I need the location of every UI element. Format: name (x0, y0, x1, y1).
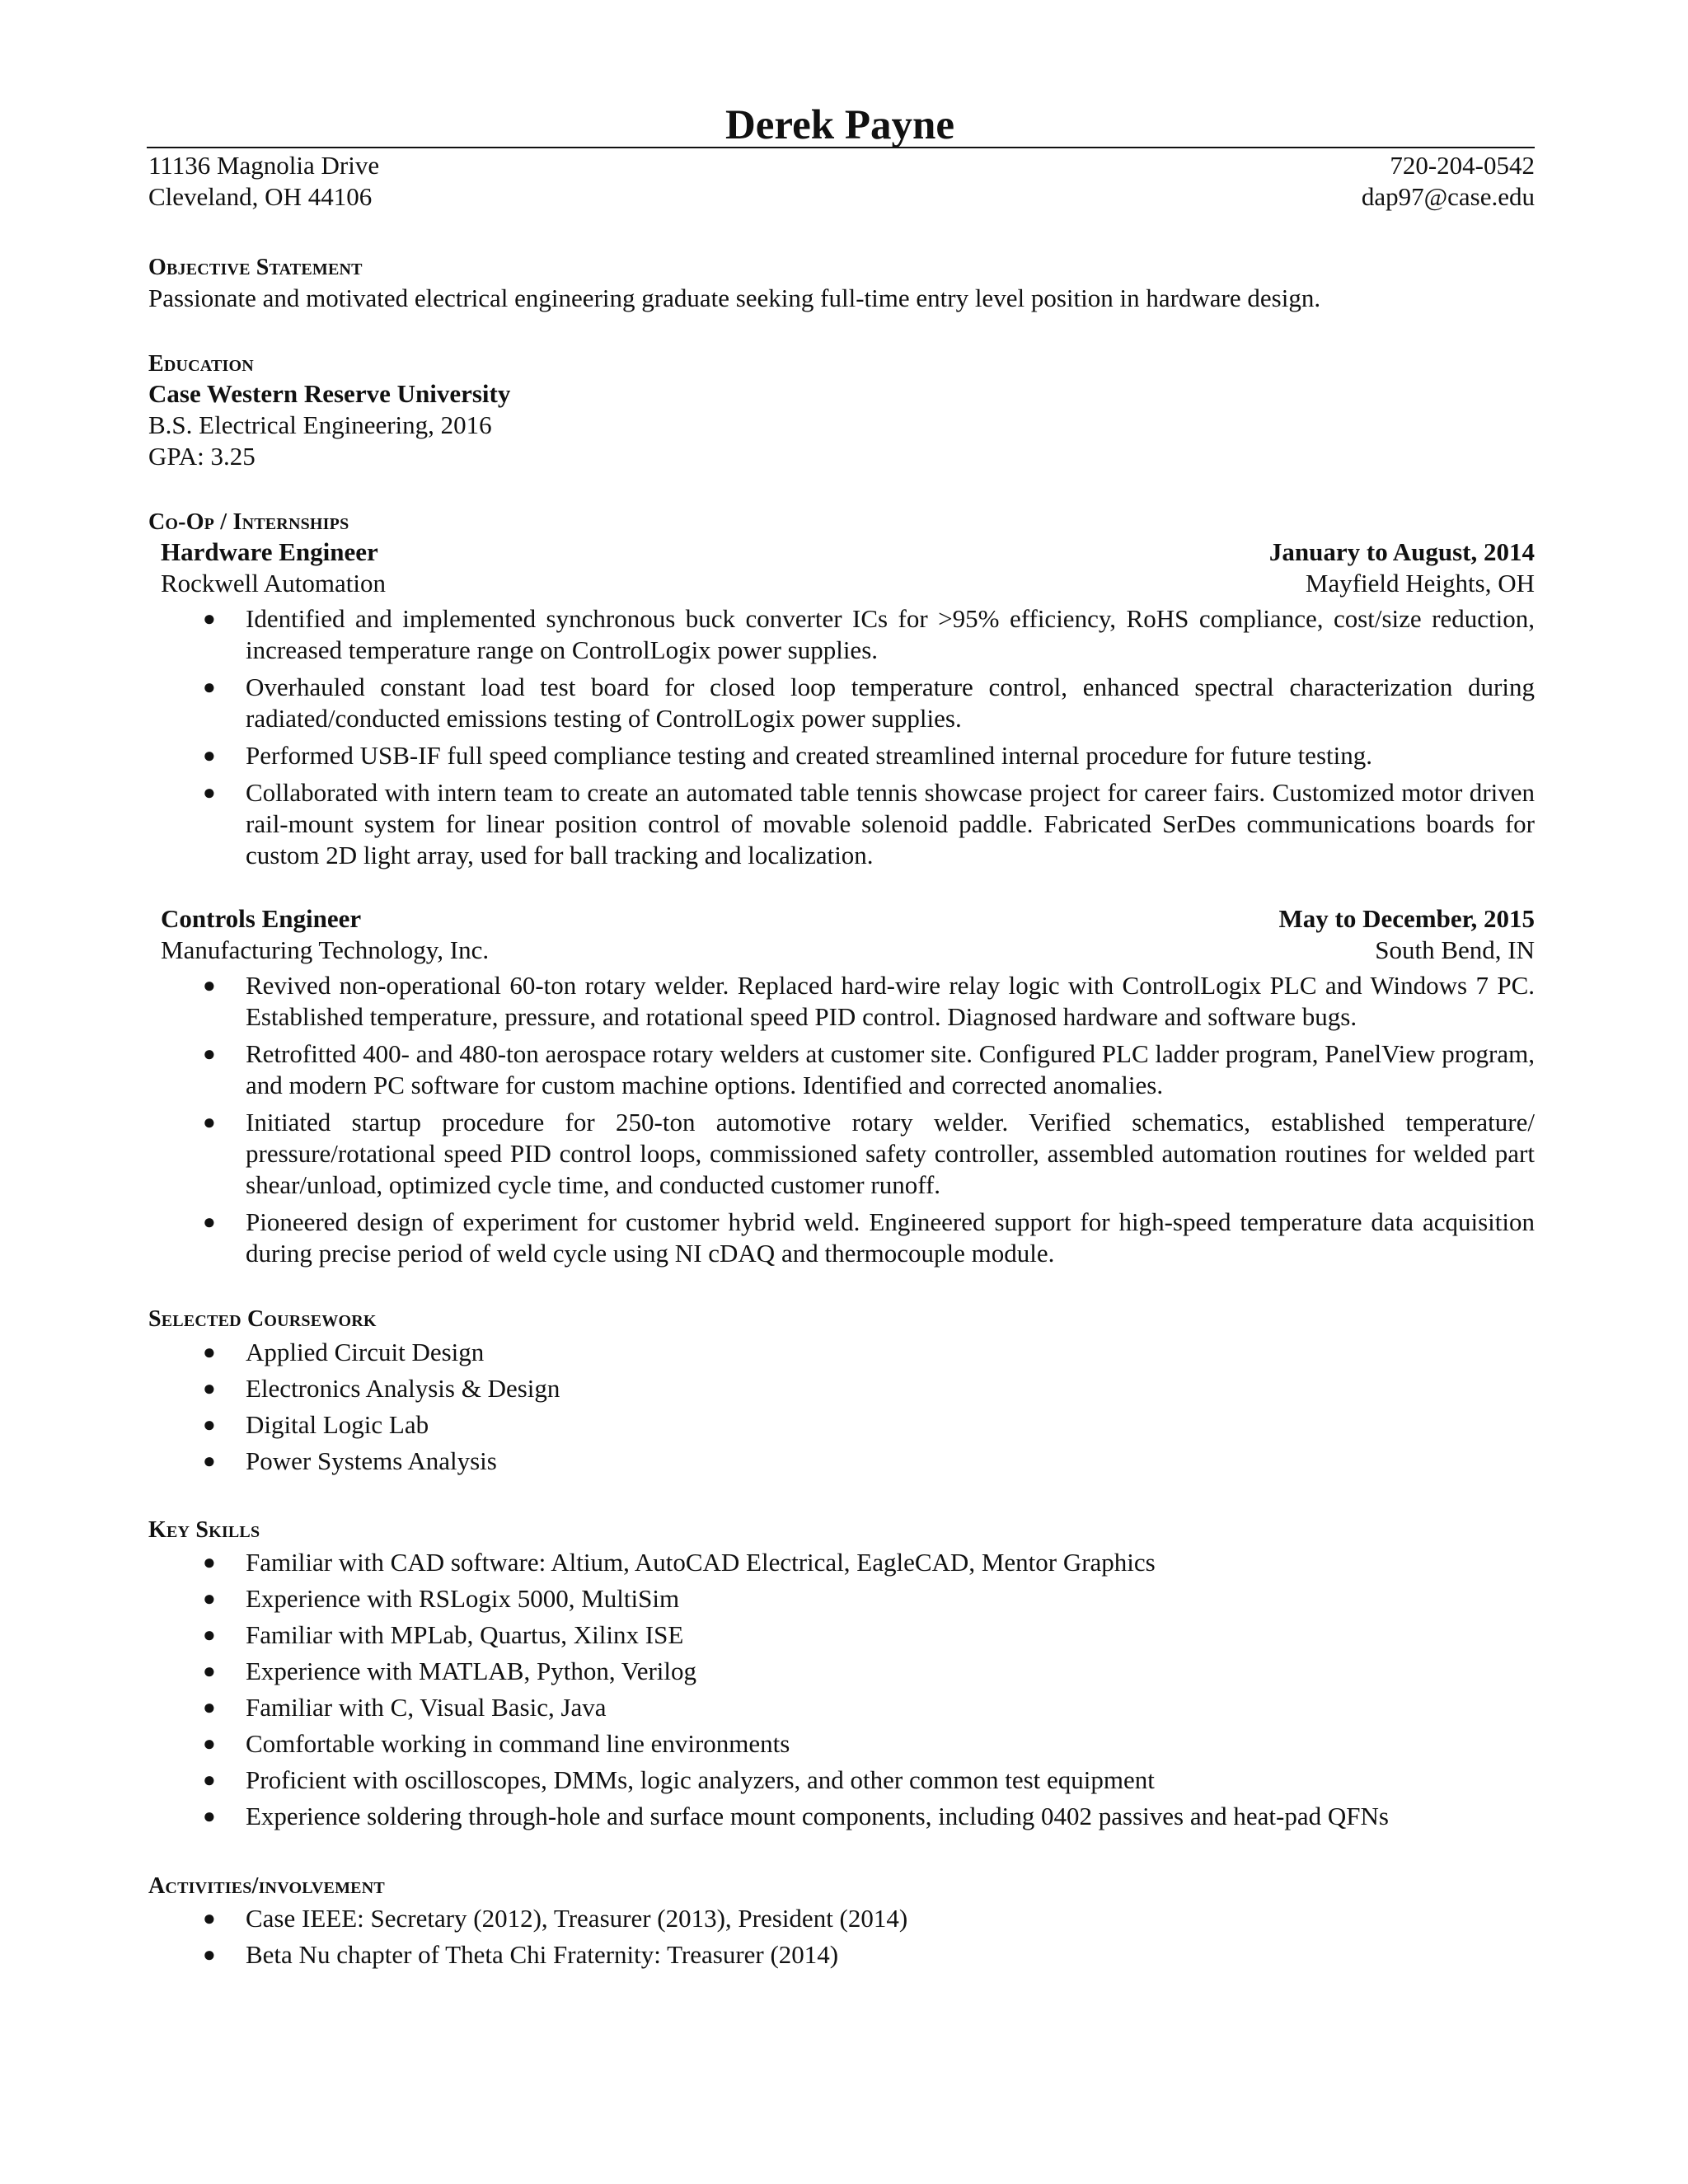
address-line-2: Cleveland, OH 44106 (148, 182, 373, 211)
bullet-text: Proficient with oscilloscopes, DMMs, logic analyzers, and other common test equipment (246, 1765, 1155, 1794)
bullet-icon: ● (203, 1804, 216, 1828)
list-item (148, 1583, 1535, 1615)
list-item (148, 1107, 1535, 1201)
bullet-icon: ● (203, 1943, 216, 1966)
bullet-icon: ● (203, 1210, 216, 1234)
bullet-text: Electronics Analysis & Design (246, 1374, 560, 1403)
bullet-icon: ● (203, 1906, 216, 1930)
list-item (148, 1765, 1535, 1796)
bullet-icon: ● (203, 780, 216, 804)
bullet-text: Overhauled constant load test board for closed loop temperature control, enhanced spectral characterization during radiated/conducted emissions testing of ControlLogix power supplies. (246, 673, 1535, 733)
bullet-icon: ● (203, 1659, 216, 1683)
job-location: South Bend, IN (1375, 935, 1535, 964)
bullet-icon: ● (203, 1623, 216, 1647)
list-item (148, 1446, 1535, 1477)
list-item (148, 1619, 1535, 1651)
list-item (148, 1939, 1535, 1971)
bullet-text: Beta Nu chapter of Theta Chi Fraternity: Treasurer (2014) (246, 1940, 839, 1969)
bullet-icon: ● (203, 1732, 216, 1755)
bullet-text: Familiar with MPLab, Quartus, Xilinx ISE (246, 1620, 684, 1649)
address-line-1: 11136 Magnolia Drive (148, 151, 380, 180)
phone-number: 720-204-0542 (1390, 151, 1535, 180)
list-item (148, 970, 1535, 1033)
list-item (148, 1038, 1535, 1101)
bullet-icon: ● (203, 1695, 216, 1719)
bullet-text: Experience soldering through-hole and surface mount components, including 0402 passives and heat-pad QFNs (246, 1802, 1389, 1830)
list-item (148, 1903, 1535, 1934)
email-address: dap97@case.edu (1361, 182, 1535, 211)
list-item (148, 1373, 1535, 1404)
bullet-text: Familiar with C, Visual Basic, Java (246, 1693, 607, 1722)
list-item (148, 1207, 1535, 1269)
job-location: Mayfield Heights, OH (1305, 569, 1535, 598)
bullet-icon: ● (203, 1586, 216, 1610)
bullet-icon: ● (203, 1340, 216, 1364)
list-item (148, 740, 1535, 771)
list-item (148, 777, 1535, 871)
bullet-text: Pioneered design of experiment for customer hybrid weld. Engineered support for high-speed temperature data acquisition during precise period of weld cycle using NI cDAQ and thermocouple module. (246, 1207, 1535, 1268)
bullet-icon: ● (203, 743, 216, 767)
degree: B.S. Electrical Engineering, 2016 (148, 410, 492, 439)
job-dates: January to August, 2014 (1268, 537, 1535, 566)
school-name: Case Western Reserve University (148, 379, 511, 408)
bullet-icon: ● (203, 1768, 216, 1792)
job-bullet-list (148, 603, 1535, 877)
bullet-icon: ● (203, 1042, 216, 1066)
job-title: Hardware Engineer (161, 537, 378, 566)
job-title: Controls Engineer (161, 904, 362, 933)
bullet-text: Experience with MATLAB, Python, Verilog (246, 1657, 697, 1685)
bullet-icon: ● (203, 1413, 216, 1436)
skills-heading: Key Skills (148, 1517, 260, 1543)
bullet-text: Initiated startup procedure for 250-ton automotive rotary welder. Verified schematics, established temperature/ pressure/rotational speed PID control loops, commissioned safety controller, assembled automation routines for welded part shear/unload, optimized cycle time, and conducted customer runoff. (246, 1108, 1535, 1199)
bullet-text: Case IEEE: Secretary (2012), Treasurer (2013), President (2014) (246, 1904, 908, 1933)
activities-list (148, 1903, 1535, 1975)
candidate-name: Derek Payne (724, 102, 955, 148)
bullet-icon: ● (203, 1110, 216, 1134)
bullet-icon: ● (203, 1376, 216, 1400)
list-item (148, 603, 1535, 666)
bullet-text: Performed USB-IF full speed compliance testing and created streamlined internal procedure for future testing. (246, 741, 1372, 770)
list-item (148, 1409, 1535, 1441)
education-heading: Education (148, 351, 254, 377)
job-dates: May to December, 2015 (1278, 904, 1535, 933)
bullet-text: Familiar with CAD software: Altium, AutoCAD Electrical, EagleCAD, Mentor Graphics (246, 1548, 1156, 1577)
bullet-text: Digital Logic Lab (246, 1410, 429, 1439)
header-divider (147, 147, 1535, 148)
list-item (148, 1337, 1535, 1368)
bullet-text: Retrofitted 400- and 480-ton aerospace rotary welders at customer site. Configured PLC ladder program, PanelView program, and modern PC software for custom machine options. Identified and corrected anomalies. (246, 1039, 1535, 1099)
job-company: Manufacturing Technology, Inc. (161, 935, 490, 964)
bullet-icon: ● (203, 973, 216, 997)
activities-heading: Activities/involvement (148, 1873, 385, 1899)
bullet-text: Revived non-operational 60-ton rotary welder. Replaced hard-wire relay logic with ControlLogix PLC and Windows 7 PC. Established temperature, pressure, and rotational speed PID control. Diagnosed hardware and software bugs. (246, 971, 1535, 1031)
skills-list (148, 1547, 1535, 1837)
bullet-text: Applied Circuit Design (246, 1338, 485, 1366)
objective-text: Passionate and motivated electrical engineering graduate seeking full-time entry level position in hardware design. (148, 284, 1321, 312)
list-item (148, 672, 1535, 734)
coursework-list (148, 1337, 1535, 1482)
bullet-icon: ● (203, 1449, 216, 1473)
bullet-icon: ● (203, 675, 216, 699)
objective-heading: Objective Statement (148, 255, 363, 280)
list-item (148, 1656, 1535, 1687)
list-item (148, 1801, 1535, 1832)
bullet-text: Identified and implemented synchronous buck converter ICs for >95% efficiency, RoHS compliance, cost/size reduction, increased temperature range on ControlLogix power supplies. (246, 604, 1535, 664)
bullet-text: Collaborated with intern team to create an automated table tennis showcase project for career fairs. Customized motor driven rail-mount system for linear position control of movable solenoid paddle. Fabricated SerDes communications boards for custom 2D light array, used for ball tracking and localization. (246, 778, 1535, 869)
bullet-text: Power Systems Analysis (246, 1446, 497, 1475)
gpa: GPA: 3.25 (148, 442, 256, 471)
list-item (148, 1692, 1535, 1723)
list-item (148, 1728, 1535, 1760)
job-bullet-list (148, 970, 1535, 1275)
job-company: Rockwell Automation (161, 569, 386, 598)
bullet-text: Comfortable working in command line environments (246, 1729, 790, 1758)
coursework-heading: Selected Coursework (148, 1306, 377, 1332)
bullet-icon: ● (203, 607, 216, 630)
bullet-text: Experience with RSLogix 5000, MultiSim (246, 1584, 680, 1613)
internships-heading: Co-Op / Internships (148, 509, 349, 535)
list-item (148, 1547, 1535, 1578)
bullet-icon: ● (203, 1550, 216, 1574)
